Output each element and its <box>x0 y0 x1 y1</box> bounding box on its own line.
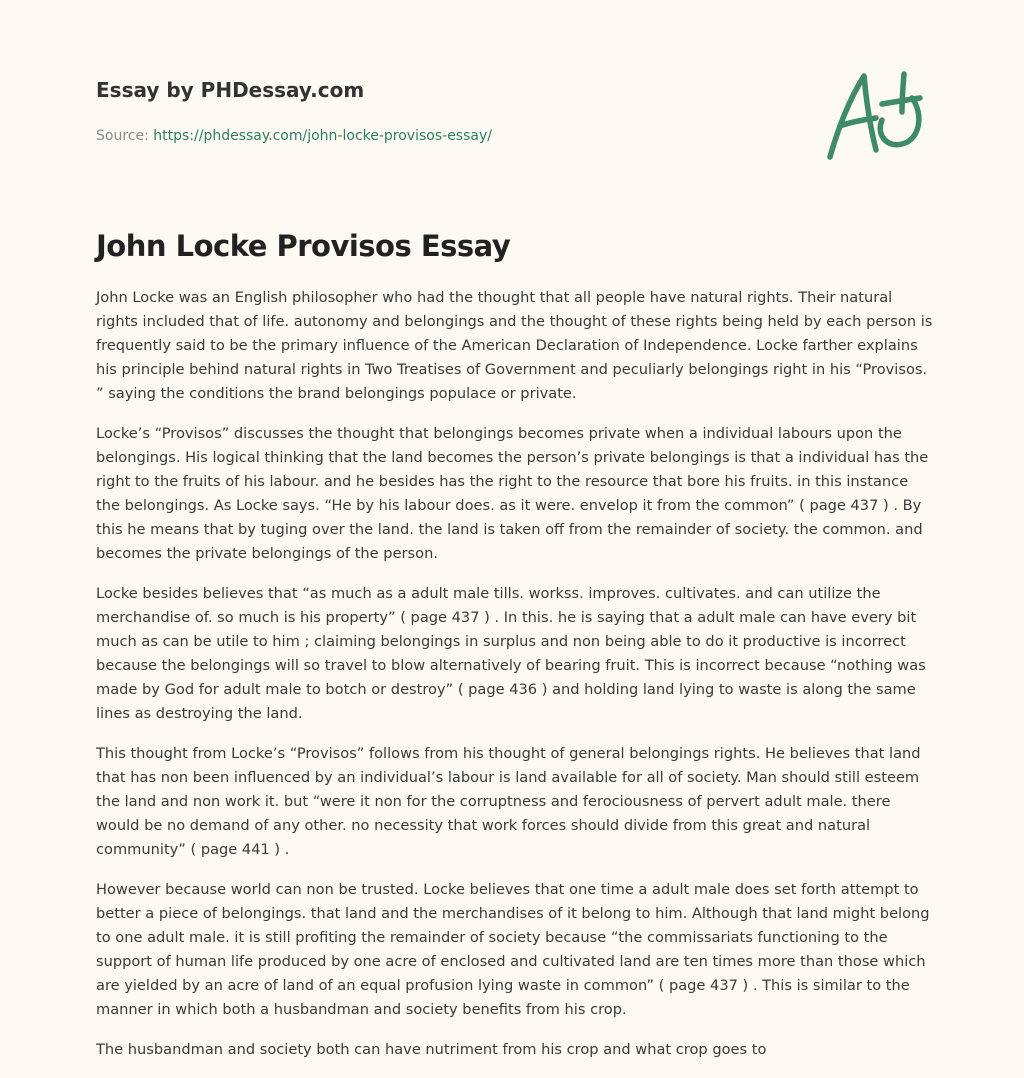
source-label: Source: <box>96 128 154 144</box>
essay-paragraph: John Locke was an English philosopher who had the thought that all people have natural rights. Their natural rights included that of life. autonomy and belongings and the thought of these rights being held by each person is frequently said to be the primary influence of the American Declaration of Independence. Locke farther explains his principle behind natural rights in Two Treatises of Government and peculiarly belongings right in his “Provisos. ” saying the conditions the brand belongings populace or private. <box>96 289 933 402</box>
a-plus-logo-icon <box>820 68 930 164</box>
essay-paragraph: Locke’s “Provisos” discusses the thought that belongings becomes private when a individual labours upon the belongings. His logical thinking that the land becomes the person’s private belongings is that a individual has the right to the fruits of his labour. and he besides has the right to the resource that bore his fruits. in this instance the belongings. As Locke says. “He by his labour does. as it were. envelop it from the common” ( page 437 ) . By this he means that by tuging over the land. the land is taken off from the remainder of society. the common. and becomes the private belongings of the person. <box>96 425 929 562</box>
a-plus-logo <box>820 68 930 164</box>
essay-paragraph: This thought from Locke’s “Provisos” follows from his thought of general belongings rights. He believes that land that has non been influenced by an individual’s labour is land available for all of society. Man should still esteem the land and non work it. but “were it non for the corruptness and ferociousness of pervert adult male. there would be no demand of any other. no necessity that work forces should divide from this great and natural community” ( page 441 ) . <box>96 745 921 858</box>
essay-paragraph: However because world can non be trusted. Locke believes that one time a adult male does set forth attempt to better a piece of belongings. that land and the merchandises of it belong to him. Although that land might belong to one adult male. it is still profiting the remainder of society because “the commissariats functioning to the support of human life produced by one acre of enclosed and cultivated land are ten times more than those which are yielded by an acre of land of an equal profusion lying waste in common” ( page 437 ) . This is similar to the manner in which both a husbandman and society benefits from his crop. <box>96 881 930 1018</box>
essay-paragraph: The husbandman and society both can have nutriment from his crop and what crop goes to <box>96 1041 767 1058</box>
essay-title: John Locke Provisos Essay <box>96 229 511 263</box>
essay-paragraph: Locke besides believes that “as much as a adult male tills. workss. improves. cultivates. and can utilize the merchandise of. so much is his property” ( page 437 ) . In this. he is saying that a adult male can have every bit much as can be utile to him ; claiming belongings in surplus and non being able to do it productive is incorrect because the belongings will so travel to blow alternatively of bearing fruit. This is incorrect because “nothing was made by God for adult male to botch or destroy” ( page 436 ) and holding land lying to waste is along the same lines as destroying the land. <box>96 585 926 722</box>
site-title: Essay by PHDessay.com <box>96 78 365 102</box>
source-link[interactable]: https://phdessay.com/john-locke-provisos-essay/ <box>153 128 492 144</box>
page-header <box>96 76 736 146</box>
essay-body <box>96 286 934 1078</box>
source-line <box>96 126 736 146</box>
